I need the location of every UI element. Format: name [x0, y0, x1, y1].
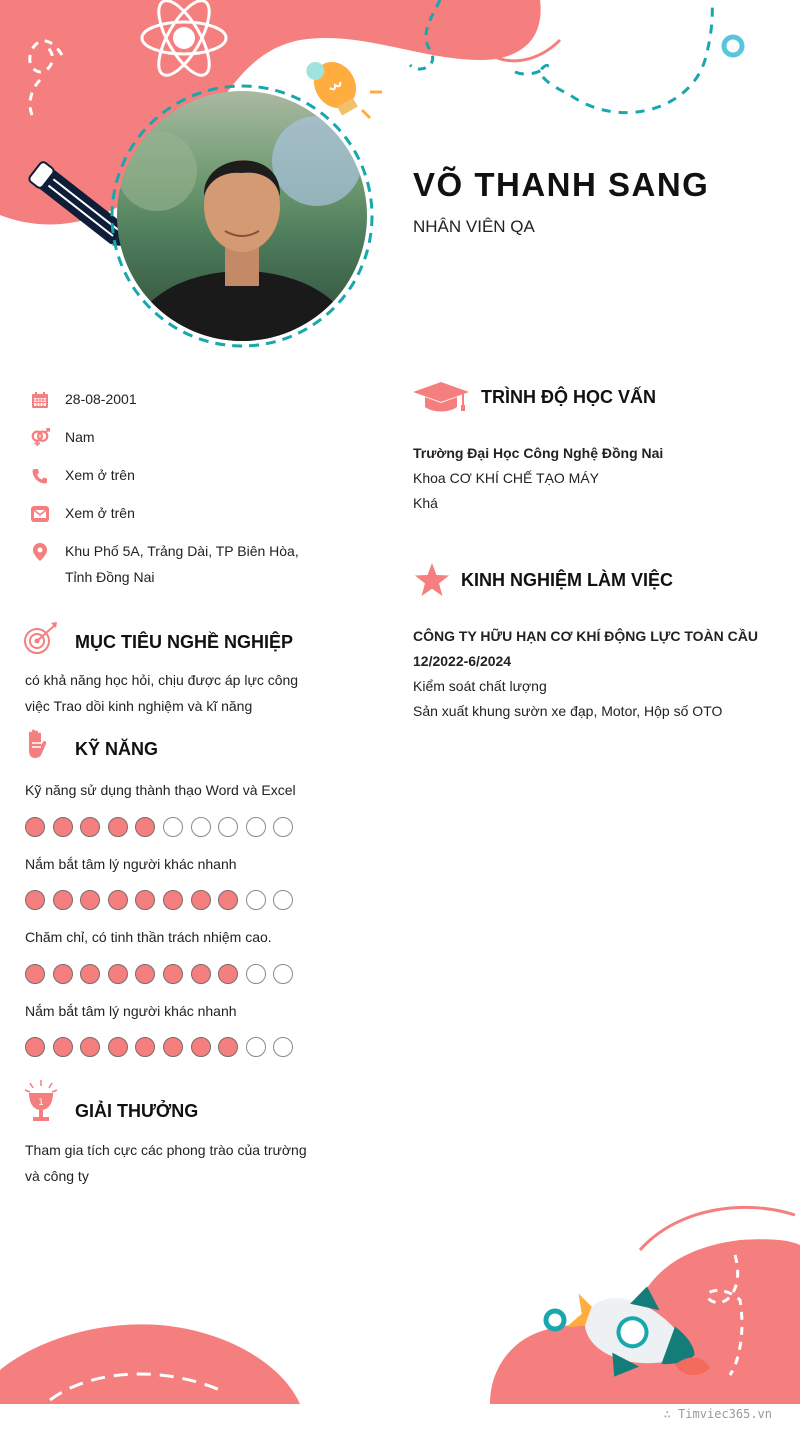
- experience-position: Kiểm soát chất lượng: [413, 678, 547, 694]
- rating-dot-filled: [218, 1037, 238, 1057]
- experience-period: 12/2022-6/2024: [413, 653, 512, 669]
- objective-text: [25, 667, 318, 719]
- education-details: [413, 441, 663, 516]
- svg-text:1: 1: [38, 1098, 44, 1108]
- contact-phone: [30, 466, 135, 488]
- contact-email: [30, 504, 135, 526]
- rating-dot-empty: [191, 817, 211, 837]
- address-text: [65, 538, 299, 590]
- rating-dot-filled: [191, 964, 211, 984]
- rating-dot-empty: [273, 964, 293, 984]
- rating-dot-filled: [163, 1037, 183, 1057]
- rating-dot-filled: [135, 1037, 155, 1057]
- gender-text: Nam: [65, 429, 95, 445]
- rating-dot-filled: [53, 817, 73, 837]
- bottom-left-blob: [0, 1324, 300, 1404]
- star-icon: [414, 563, 450, 597]
- experience-title: KINH NGHIỆM LÀM VIỆC: [461, 570, 674, 590]
- rating-dot-filled: [25, 890, 45, 910]
- experience-company: CÔNG TY HỮU HẠN CƠ KHÍ ĐỘNG LỰC TOÀN CẦU: [413, 628, 758, 644]
- rating-dot-filled: [53, 1037, 73, 1057]
- trophy-icon: [24, 1080, 58, 1124]
- education-school: Trường Đại Học Công Nghệ Đồng Nai: [413, 445, 664, 461]
- objective-title: MỤC TIÊU NGHỀ NGHIỆP: [75, 632, 294, 652]
- target-icon: [23, 622, 59, 656]
- graduation-cap-icon: [413, 380, 469, 414]
- skill-rating-1: [25, 817, 293, 837]
- skill-rating-2: [25, 890, 293, 910]
- rating-dot-filled: [108, 890, 128, 910]
- dashed-swirl-right: [515, 0, 712, 113]
- experience-description: Sản xuất khung sườn xe đạp, Motor, Hộp số OTO: [413, 703, 723, 719]
- education-grade: Khá: [413, 495, 438, 511]
- address-line-1: Khu Phố 5A, Trảng Dài, TP Biên Hòa,: [65, 543, 299, 559]
- skill-label-4: Nắm bắt tâm lý người khác nhanh: [25, 1003, 237, 1019]
- rating-dot-empty: [246, 964, 266, 984]
- email-icon: [30, 504, 50, 524]
- awards-text: [25, 1137, 318, 1189]
- rating-dot-filled: [163, 964, 183, 984]
- skills-title: KỸ NĂNG: [75, 739, 159, 759]
- phone-text: Xem ở trên: [65, 467, 135, 483]
- skill-rating-4: [25, 1037, 293, 1057]
- location-icon: [30, 542, 50, 562]
- teal-ring-small-icon: [546, 1311, 564, 1329]
- rating-dot-empty: [273, 890, 293, 910]
- rating-dot-filled: [80, 890, 100, 910]
- hand-icon: [25, 729, 47, 759]
- watermark: ∴ Timviec365.vn: [663, 1407, 772, 1421]
- rating-dot-filled: [80, 1037, 100, 1057]
- rating-dot-empty: [273, 1037, 293, 1057]
- skill-label-3: Chăm chỉ, có tinh thần trách nhiệm cao.: [25, 929, 272, 945]
- rating-dot-empty: [163, 817, 183, 837]
- awards-line-1: Tham gia tích cực các phong trào của trường: [25, 1142, 307, 1158]
- rating-dot-filled: [53, 964, 73, 984]
- teal-ring-icon: [724, 37, 742, 55]
- skill-rating-3: [25, 964, 293, 984]
- experience-details: [413, 624, 758, 724]
- rating-dot-filled: [25, 817, 45, 837]
- rating-dot-filled: [191, 1037, 211, 1057]
- profile-photo: [117, 91, 367, 341]
- rating-dot-filled: [135, 890, 155, 910]
- skill-label-1: Kỹ năng sử dụng thành thạo Word và Excel: [25, 782, 296, 798]
- education-title: TRÌNH ĐỘ HỌC VẤN: [481, 387, 656, 407]
- rating-dot-filled: [163, 890, 183, 910]
- rating-dot-empty: [273, 817, 293, 837]
- skill-label-2: Nắm bắt tâm lý người khác nhanh: [25, 856, 237, 872]
- rating-dot-filled: [80, 964, 100, 984]
- rating-dot-filled: [135, 817, 155, 837]
- address-line-2: Tỉnh Đồng Nai: [65, 569, 155, 585]
- gender-icon: [30, 428, 50, 448]
- rating-dot-empty: [246, 890, 266, 910]
- awards-title: GIẢI THƯỞNG: [75, 1101, 199, 1121]
- contact-gender: [30, 428, 95, 450]
- rating-dot-filled: [53, 890, 73, 910]
- rating-dot-empty: [218, 817, 238, 837]
- education-major: Khoa CƠ KHÍ CHẾ TẠO MÁY: [413, 470, 600, 486]
- birthdate-text: 28-08-2001: [65, 391, 137, 407]
- phone-icon: [30, 466, 50, 486]
- candidate-name: VÕ THANH SANG: [413, 166, 710, 203]
- rating-dot-filled: [25, 964, 45, 984]
- rating-dot-filled: [108, 817, 128, 837]
- rating-dot-filled: [218, 890, 238, 910]
- rating-dot-filled: [108, 1037, 128, 1057]
- candidate-role: NHÂN VIÊN QA: [413, 217, 535, 236]
- calendar-icon: [30, 390, 50, 410]
- awards-line-2: và công ty: [25, 1168, 89, 1184]
- rating-dot-filled: [25, 1037, 45, 1057]
- lightbulb-icon: [302, 48, 367, 121]
- email-text: Xem ở trên: [65, 505, 135, 521]
- contact-address: [30, 542, 299, 590]
- rating-dot-filled: [191, 890, 211, 910]
- objective-line-2: việc Trao dồi kinh nghiệm và kĩ năng: [25, 698, 253, 714]
- rating-dot-filled: [135, 964, 155, 984]
- rating-dot-filled: [218, 964, 238, 984]
- contact-birthdate: [30, 390, 137, 412]
- rating-dot-filled: [108, 964, 128, 984]
- rating-dot-filled: [80, 817, 100, 837]
- objective-line-1: có khả năng học hỏi, chịu được áp lực công: [25, 672, 299, 688]
- rating-dot-empty: [246, 1037, 266, 1057]
- rating-dot-empty: [246, 817, 266, 837]
- bulb-rays: [362, 92, 382, 118]
